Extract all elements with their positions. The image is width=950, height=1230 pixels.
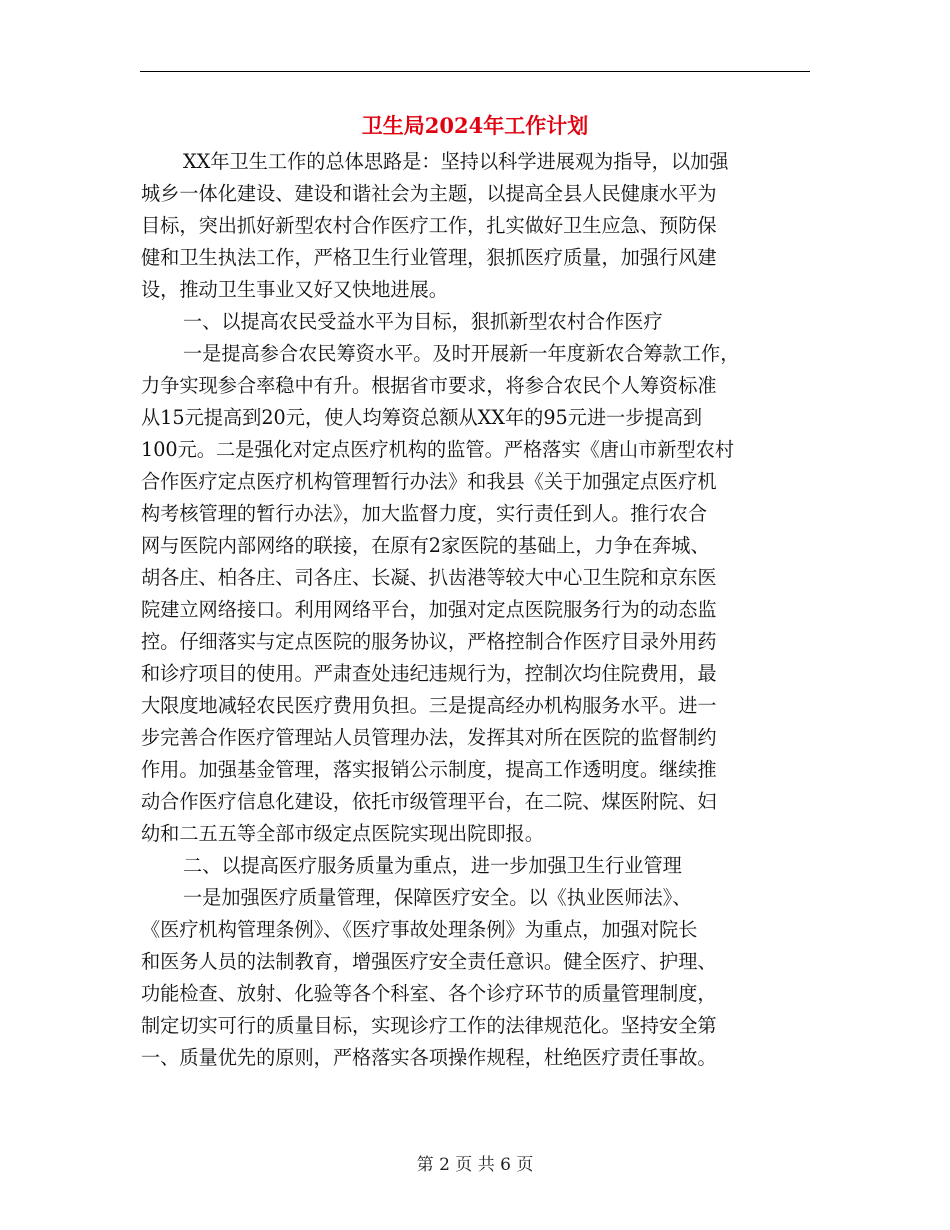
text-line: 制定切实可行的质量目标，实现诊疗工作的法律规范化。坚持安全第 <box>141 1014 717 1037</box>
text-line: 设，推动卫生事业又好又快地进展。 <box>141 278 448 301</box>
text-line: 一、质量优先的原则，严格落实各项操作规程，杜绝医疗责任事故。 <box>141 1046 717 1069</box>
text-line: 控。仔细落实与定点医院的服务协议，严格控制合作医疗目录外用药 <box>141 630 717 653</box>
section-heading: 二、以提高医疗服务质量为重点，进一步加强卫生行业管理 <box>183 854 682 877</box>
text-line: 院建立网络接口。利用网络平台，加强对定点医院服务行为的动态监 <box>141 598 717 621</box>
text-line: 步完善合作医疗管理站人员管理办法，发挥其对所在医院的监督制约 <box>141 726 717 749</box>
text-line: 目标，突出抓好新型农村合作医疗工作，扎实做好卫生应急、预防保 <box>141 214 717 237</box>
text-line: 幼和二五五等全部市级定点医院实现出院即报。 <box>141 822 544 845</box>
text-line: 大限度地减轻农民医疗费用负担。三是提高经办机构服务水平。进一 <box>141 694 717 717</box>
text-line: 和医务人员的法制教育，增强医疗安全责任意识。健全医疗、护理、 <box>141 950 717 973</box>
text-line: XX年卫生工作的总体思路是：坚持以科学进展观为指导，以加强 <box>183 150 729 173</box>
text-line: 合作医疗定点医疗机构管理暂行办法》和我县《关于加强定点医疗机 <box>141 470 717 493</box>
page-number-footer: 第 2 页 共 6 页 <box>416 1155 534 1175</box>
text-line: 一是加强医疗质量管理，保障医疗安全。以《执业医师法》、 <box>183 886 692 909</box>
text-line: 构考核管理的暂行办法》，加大监督力度，实行责任到人。推行农合 <box>141 502 708 525</box>
text-line: 力争实现参合率稳中有升。根据省市要求，将参合农民个人筹资标准 <box>141 374 717 397</box>
document-body <box>141 146 811 1074</box>
text-line: 网与医院内部网络的联接，在原有2家医院的基础上，力争在奔城、 <box>141 534 710 557</box>
text-line: 《医疗机构管理条例》、《医疗事故处理条例》为重点，加强对院长 <box>141 918 698 941</box>
text-line: 功能检查、放射、化验等各个科室、各个诊疗环节的质量管理制度， <box>141 982 717 1005</box>
text-line: 动合作医疗信息化建设，依托市级管理平台，在二院、煤医附院、妇 <box>141 790 717 813</box>
text-line: 从15元提高到20元，使人均筹资总额从XX年的95元进一步提高到 <box>141 406 703 429</box>
text-line: 100元。二是强化对定点医疗机构的监管。严格落实《唐山市新型农村 <box>141 438 735 461</box>
text-line: 作用。加强基金管理，落实报销公示制度，提高工作透明度。继续推 <box>141 758 717 781</box>
text-line: 和诊疗项目的使用。严肃查处违纪违规行为，控制次均住院费用，最 <box>141 662 717 685</box>
header-rule <box>140 71 810 72</box>
text-line: 一是提高参合农民筹资水平。及时开展新一年度新农合筹款工作， <box>183 342 740 365</box>
text-line: 健和卫生执法工作，严格卫生行业管理，狠抓医疗质量，加强行风建 <box>141 246 717 269</box>
section-heading: 一、以提高农民受益水平为目标，狠抓新型农村合作医疗 <box>183 310 663 333</box>
text-line: 胡各庄、柏各庄、司各庄、长凝、扒齿港等较大中心卫生院和京东医 <box>141 566 717 589</box>
text-line: 城乡一体化建设、建设和谐社会为主题，以提高全县人民健康水平为 <box>141 182 717 205</box>
document-title: 卫生局2024年工作计划 <box>361 113 589 138</box>
